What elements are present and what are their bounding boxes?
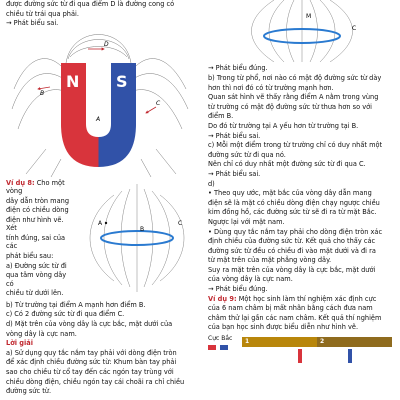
right-line-12: → Phát biểu sai. bbox=[208, 169, 261, 178]
loop-point-a: A bbox=[98, 219, 103, 227]
bullet-line-2: điện sẽ là mặt có chiều dòng điện chạy ngược chiều bbox=[208, 198, 380, 207]
legend-blue-swatch bbox=[220, 345, 228, 350]
statement-c: c) Có 2 đường sức từ đi qua điểm C. bbox=[6, 310, 125, 319]
bullet-line-9: Suy ra mặt trên của vòng dây là cực bắc, mặt dưới bbox=[208, 265, 376, 274]
example-8-label: Ví dụ 8: bbox=[6, 178, 35, 187]
intro-line-2: chiều từ trái qua phải. bbox=[6, 9, 79, 18]
bullet-line-3: kim đồng hồ, các đường sức từ sẽ đi ra từ mặt Bắc. bbox=[208, 208, 377, 217]
statement-d-1: d) Mặt trên của vòng dây là cực bắc, mặt dưới của bbox=[6, 319, 173, 328]
bullet-line-10: của vòng dây là cực nam. bbox=[208, 275, 293, 284]
example-8-block bbox=[6, 179, 196, 301]
legend-north-title: Cực Bắc bbox=[208, 334, 233, 342]
solution-title: Lời giải bbox=[6, 339, 33, 348]
solution-line-5: đường sức từ. bbox=[6, 387, 52, 396]
magnet-field-diagram bbox=[6, 29, 196, 179]
top-point-m: M bbox=[306, 13, 312, 20]
bullet-line-5: • Dùng quy tắc nắm tay phải cho dòng điện tròn xác bbox=[208, 227, 383, 236]
bullet-line-11: → Phát biểu đúng. bbox=[208, 285, 268, 294]
bullet-line-1: • Theo quy ước, mặt bắc của vòng dây dẫn mang bbox=[208, 189, 372, 198]
solution-line-2: để xác định chiều đường sức từ: Khum bàn tay phải bbox=[6, 358, 177, 367]
bullet-line-8: từ mặt trên của mặt phẳng vòng dây. bbox=[208, 256, 332, 265]
bullet-line-6: định chiều của đường sức từ. Kết quả cho thấy các bbox=[208, 237, 376, 246]
test-magnet-1 bbox=[298, 349, 302, 363]
intro-line-1: được đường sức từ đi qua điểm D là đường cong có bbox=[6, 0, 175, 8]
right-line-6: điểm B. bbox=[208, 112, 234, 121]
example-9-label: Ví dụ 9: bbox=[208, 294, 237, 303]
u-magnet-figure bbox=[6, 29, 196, 179]
bullet-line-4: Ngược lại với mặt nam. bbox=[208, 217, 285, 226]
legend-red-swatch bbox=[208, 345, 216, 350]
loop-point-b: B bbox=[140, 225, 145, 233]
right-line-4: Quan sát hình vẽ thấy rằng điểm A nằm trong vùng bbox=[208, 93, 379, 102]
loop-field-top-diagram bbox=[208, 0, 396, 62]
right-line-2: b) Trong từ phổ, nơi nào có mật độ đường sức từ dày bbox=[208, 74, 382, 82]
right-column bbox=[208, 0, 396, 365]
legend-bar bbox=[242, 337, 392, 347]
point-c-label: C bbox=[156, 99, 161, 107]
right-line-13: d) bbox=[208, 179, 215, 188]
example-9-line-3: châm thử lại gần các nam châm. Kết quả thí nghiệm bbox=[208, 313, 382, 322]
solution-line-4: chiều dòng điện, chiều ngón tay cái choãi ra chỉ chiều bbox=[6, 377, 185, 386]
point-a-label: A bbox=[96, 115, 101, 123]
test-magnet-2 bbox=[348, 349, 352, 363]
statement-b: b) Từ trường tại điểm A mạnh hơn điểm B. bbox=[6, 300, 146, 309]
intro-conclusion: → Phát biểu sai. bbox=[6, 19, 59, 28]
right-line-1: → Phát biểu đúng. bbox=[208, 64, 268, 73]
solution-line-3: sao cho chiều từ cổ tay đến các ngón tay trùng với bbox=[6, 367, 174, 376]
current-loop-diagram bbox=[78, 179, 196, 297]
top-point-c: C bbox=[352, 25, 357, 32]
right-line-10: đường sức từ đi qua nó. bbox=[208, 150, 286, 159]
magnet-experiment-figure bbox=[208, 335, 396, 365]
statement-d-2: vòng dây là cực nam. bbox=[6, 329, 77, 338]
example-9-line-1: Ví dụ 9: Một học sinh làm thí nghiệm xác định cực bbox=[208, 294, 377, 303]
right-line-5: từ trường có mật độ đường sức từ thưa hơn so với bbox=[208, 102, 373, 111]
legend-cell-1: 1 bbox=[242, 337, 317, 347]
solution-line-1: a) Sử dụng quy tắc nắm tay phải với dòng điện tròn bbox=[6, 348, 177, 357]
south-pole-label: S bbox=[116, 71, 128, 91]
north-pole-label: N bbox=[66, 71, 80, 91]
loop-point-c: C bbox=[178, 219, 183, 227]
point-b-label: B bbox=[40, 89, 45, 97]
right-line-9: c) Mỗi một điểm trong từ trường chỉ có duy nhất một bbox=[208, 141, 383, 150]
right-line-7: Do đó từ trường tại A yếu hơn từ trường tại B. bbox=[208, 121, 359, 130]
left-column bbox=[6, 0, 196, 397]
point-d-label: D bbox=[104, 40, 109, 48]
legend-cell-2: 2 bbox=[317, 337, 392, 347]
example-9-line-2: của 6 nam châm bị mất nhãn bằng cách đưa nam bbox=[208, 304, 373, 313]
example-9-line-4: của bạn học sinh được biểu diễn như hình vẽ. bbox=[208, 323, 359, 332]
right-line-8: → Phát biểu sai. bbox=[208, 131, 261, 140]
example-8-text: Ví dụ 8: Cho một vòng dây dẫn tròn mang điện có chiều dòng điện như hình vẽ. Xét tính đúng, sai của các phát biểu sau: a) Đường sức từ đi qua tâm vòng dây có chiều từ dưới lên. bbox=[6, 178, 70, 298]
bullet-line-7: đường sức từ đều có chiều đi vào mặt dưới và đi ra bbox=[208, 246, 376, 255]
right-line-11: Nên chỉ có duy nhất một đường sức từ đi qua C. bbox=[208, 160, 366, 169]
right-line-3: hơn thì nơi đó có từ trường mạnh hơn. bbox=[208, 83, 334, 92]
